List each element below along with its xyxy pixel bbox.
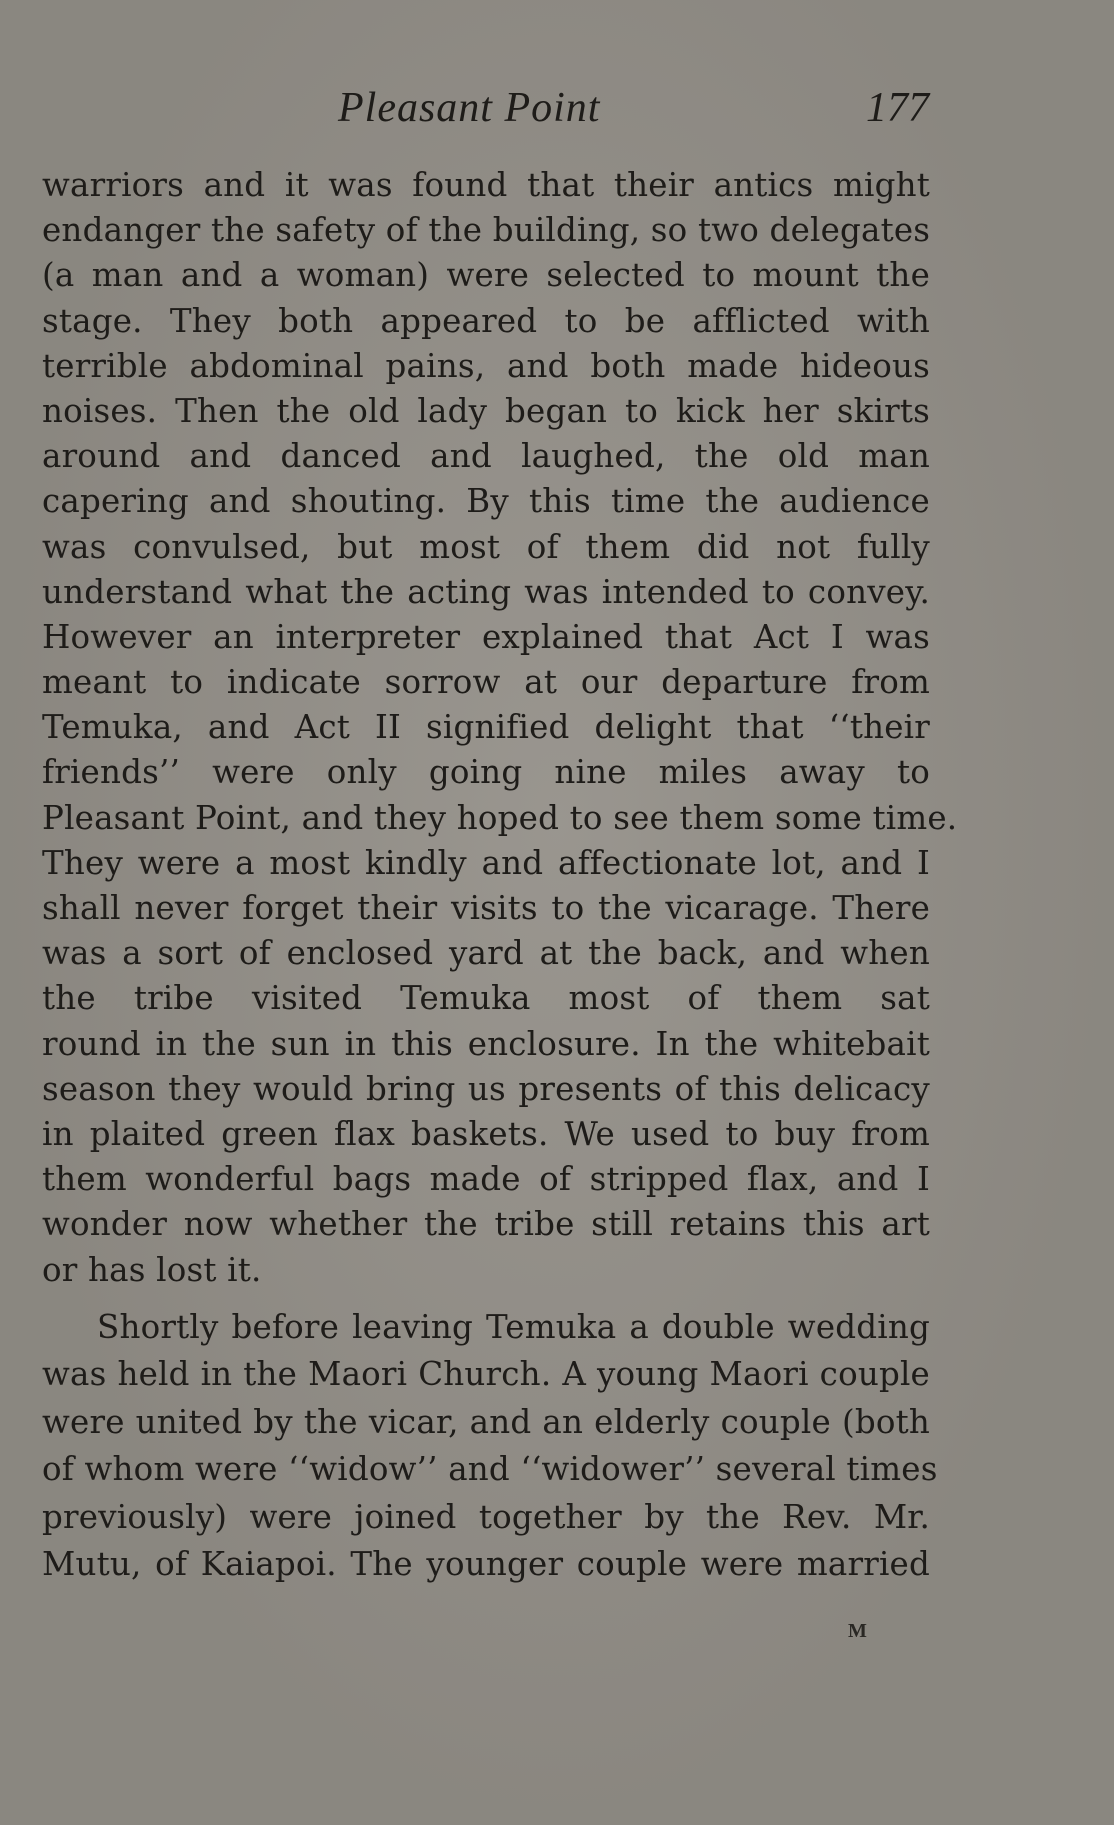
text-line: stage. They both appeared to be afflicted with bbox=[42, 301, 930, 340]
text-line: were united by the vicar, and an elderly couple (both bbox=[42, 1402, 930, 1441]
text-line: of whom were ‘‘widow’’ and ‘‘widower’’ several times bbox=[42, 1450, 938, 1489]
text-line: was held in the Maori Church. A young Maori couple bbox=[42, 1355, 930, 1394]
signature-mark: M bbox=[848, 1620, 867, 1642]
text-line: round in the sun in this enclosure. In the whitebait bbox=[42, 1024, 930, 1063]
text-line: the tribe visited Temuka most of them sat bbox=[42, 979, 930, 1018]
page-number: 177 bbox=[866, 85, 929, 131]
text-line: in plaited green flax baskets. We used to buy from bbox=[42, 1114, 930, 1153]
paragraph-2 bbox=[42, 1304, 938, 1589]
text-line: understand what the acting was intended to convey. bbox=[42, 572, 930, 611]
text-line: previously) were joined together by the Rev. Mr. bbox=[42, 1497, 930, 1536]
text-line: capering and shouting. By this time the audience bbox=[42, 482, 930, 521]
text-line: or has lost it. bbox=[42, 1250, 262, 1289]
text-line: wonder now whether the tribe still retains this art bbox=[42, 1205, 930, 1244]
running-title: Pleasant Point bbox=[338, 85, 601, 131]
text-line: around and danced and laughed, the old man bbox=[42, 437, 930, 476]
text-line: noises. Then the old lady began to kick her skirts bbox=[42, 391, 930, 430]
text-line: They were a most kindly and affectionate lot, and I bbox=[42, 843, 930, 882]
text-line: them wonderful bags made of stripped flax, and I bbox=[42, 1160, 930, 1199]
text-line: terrible abdominal pains, and both made hideous bbox=[42, 346, 930, 385]
paragraph-1 bbox=[42, 163, 958, 1293]
text-line: However an interpreter explained that Act I was bbox=[42, 617, 930, 656]
text-line: Mutu, of Kaiapoi. The younger couple were married bbox=[42, 1545, 930, 1584]
body-text bbox=[42, 163, 958, 1589]
text-line: Pleasant Point, and they hoped to see them some time. bbox=[42, 798, 958, 837]
text-line: shall never forget their visits to the vicarage. There bbox=[42, 889, 930, 927]
text-line: (a man and a woman) were selected to mount the bbox=[42, 256, 930, 295]
text-line: Shortly before leaving Temuka a double wedding bbox=[97, 1307, 930, 1346]
paragraph-gap bbox=[42, 1293, 930, 1304]
running-head bbox=[0, 78, 1114, 134]
text-line: was a sort of enclosed yard at the back, and when bbox=[42, 934, 930, 973]
text-line: Temuka, and Act II signified delight that ‘‘their bbox=[42, 708, 930, 747]
text-line: meant to indicate sorrow at our departure from bbox=[42, 663, 930, 702]
text-line: was convulsed, but most of them did not fully bbox=[42, 527, 930, 566]
text-line: warriors and it was found that their antics might bbox=[42, 166, 930, 204]
text-line: endanger the safety of the building, so two delegates bbox=[42, 211, 931, 250]
text-line: friends’’ were only going nine miles away to bbox=[42, 753, 930, 792]
text-line: season they would bring us presents of this delicacy bbox=[42, 1069, 930, 1108]
